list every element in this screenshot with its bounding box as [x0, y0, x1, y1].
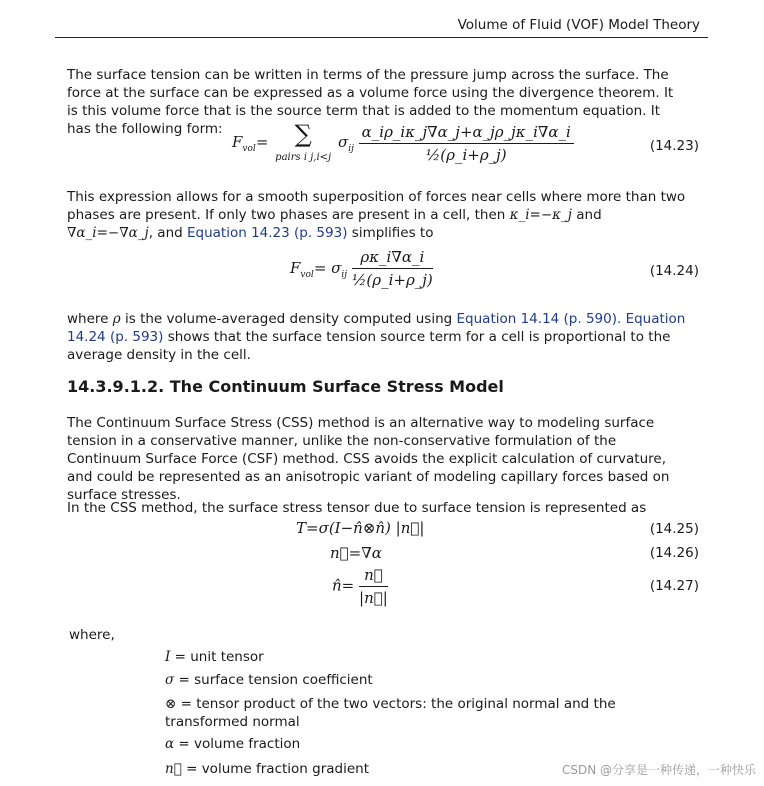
definition-symbol: σ	[165, 672, 175, 688]
paragraph-stress-tensor: In the CSS method, the surface stress tensor due to surface tension is represented as	[67, 500, 647, 516]
eq-fraction	[352, 248, 433, 289]
eq-fraction	[359, 566, 388, 607]
paragraph-css-method: The Continuum Surface Stress (CSS) method is an alternative way to modeling surface tension in a conservative manner, unlike the non-conservative formulation of the Continuum Surface Force (CSF) method. CSS avoids the explicit calculation of curvature, and could be represented as an anisotropic variant of modeling capillary forces based on surface stresses.	[67, 415, 670, 503]
eq-numerator: n⃗	[359, 566, 388, 587]
equation-number-14-25: (14.25)	[649, 521, 699, 537]
eq-lhs: n̂=	[332, 576, 355, 595]
section-heading: 14.3.9.1.2. The Continuum Surface Stress Model	[67, 377, 504, 396]
eq-sigma: $\sigma_{ij}$	[331, 258, 348, 280]
definition-text: = unit tensor	[174, 649, 264, 665]
equation-14-27	[332, 566, 388, 607]
equation-number-14-26: (14.26)	[649, 545, 699, 561]
link-equation-14-14[interactable]: Equation 14.14 (p. 590).	[456, 311, 622, 327]
paragraph-density: where ρ is the volume-averaged density computed using Equation 14.14 (p. 590). Equation 14.24 (p. 593) shows that the surface tension source term for a cell is proportional to the average density in the cell.	[67, 311, 686, 363]
eq-denominator: ½(ρ_i+ρ_j)	[425, 145, 507, 164]
equation-number-14-27: (14.27)	[649, 578, 699, 594]
condition-kappa: κ_i=−κ_j	[509, 207, 572, 223]
equation-number-14-23: (14.23)	[649, 138, 699, 154]
equation-number-14-24: (14.24)	[649, 263, 699, 279]
definition-item	[165, 672, 373, 688]
rho-symbol: ρ	[112, 311, 121, 327]
summation-symbol: ∑ pairs i j,i<j	[275, 120, 332, 163]
definition-text: = surface tension coefficient	[178, 672, 373, 688]
definition-text: = volume fraction gradient	[186, 761, 370, 777]
eq-fraction	[359, 123, 574, 164]
definition-item	[165, 695, 685, 731]
where-label: where,	[69, 627, 115, 643]
definition-item	[165, 761, 369, 777]
paragraph-two-phase: This expression allows for a smooth superposition of forces near cells where more than two phases are present. If only two phases are present in a cell, then κ_i=−κ_j and ∇α_i=−∇α_j, and Equation 14.23 (p. 593) simplifies to	[67, 189, 686, 241]
definition-symbol: n⃗	[165, 761, 182, 777]
condition-alpha: ∇α_i=−∇α_j	[67, 225, 149, 241]
eq-lhs: $F_{vol}=$	[290, 258, 327, 280]
eq-denominator: |n⃗|	[359, 589, 388, 607]
eq-denominator: ½(ρ_i+ρ_j)	[351, 271, 433, 289]
header-rule	[55, 37, 708, 38]
equation-14-25: T=σ(I−n̂⊗n̂) |n⃗|	[296, 519, 425, 537]
definition-symbol: α	[165, 736, 175, 752]
definition-symbol: ⊗	[165, 696, 177, 712]
eq-numerator: α_iρ_iκ_j∇α_j+α_jρ_jκ_i∇α_i	[359, 123, 574, 144]
eq-sigma: $\sigma_{ij}$	[337, 133, 354, 154]
equation-14-23	[232, 122, 574, 164]
equation-14-26: n⃗=∇α	[330, 544, 382, 562]
definition-item	[165, 649, 264, 665]
paragraph-text: The surface tension can be written in terms of the pressure jump across the surface. The force at the surface can be expressed as a volume force using the divergence theorem. It is this volume force that is the source term that is added to the momentum equation. It has the following form:	[67, 67, 674, 137]
definition-text: = tensor product of the two vectors: the original normal and the transformed normal	[165, 696, 616, 730]
watermark: CSDN @分享是一种传递，一种快乐	[561, 763, 756, 777]
definition-symbol: I	[165, 649, 171, 665]
running-header-title: Volume of Fluid (VOF) Model Theory	[457, 17, 700, 33]
link-equation-14-24[interactable]: Equation 14.24 (p. 593)	[67, 311, 686, 345]
link-equation-14-23[interactable]: Equation 14.23 (p. 593)	[187, 225, 348, 241]
eq-numerator: ρκ_i∇α_i	[352, 248, 433, 269]
definition-item	[165, 736, 300, 752]
definition-text: = volume fraction	[178, 736, 301, 752]
eq-lhs: $F_{vol}=$	[232, 133, 269, 154]
equation-14-24	[290, 248, 433, 289]
